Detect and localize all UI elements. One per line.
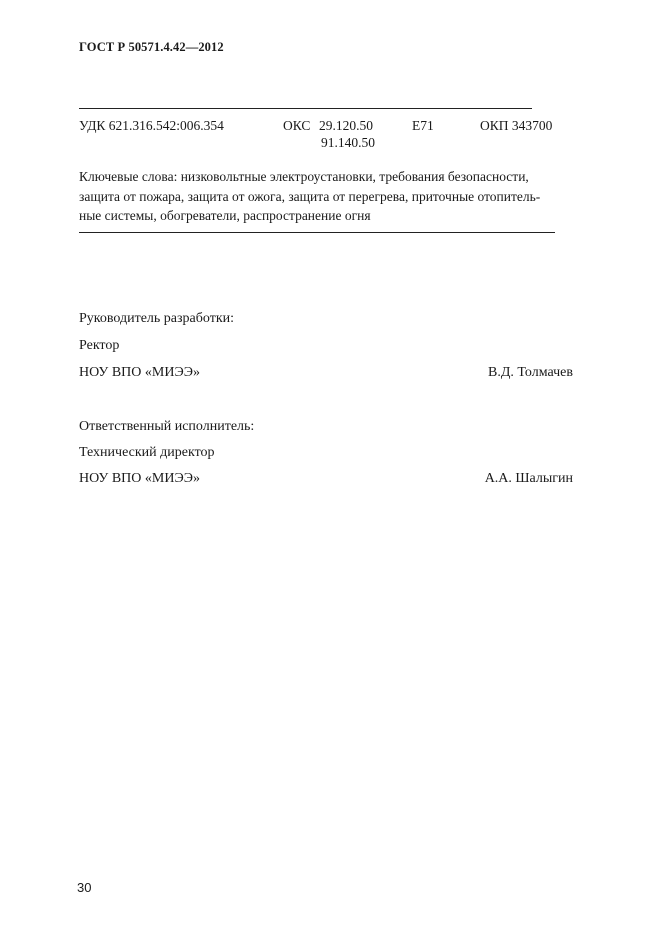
executor-heading: Ответственный исполнитель: — [79, 419, 255, 434]
e-code: Е71 — [412, 118, 434, 133]
developer-organization: НОУ ВПО «МИЭЭ» — [79, 365, 200, 380]
oks-label: ОКС — [283, 118, 311, 133]
oks-code-1: 29.120.50 — [319, 118, 373, 133]
executor-name: А.А. Шалыгин — [484, 471, 573, 486]
developer-position: Ректор — [79, 338, 120, 353]
keywords-line: защита от пожара, защита от ожога, защита от перегрева, приточные отопитель- — [79, 188, 541, 204]
udk-code: УДК 621.316.542:006.354 — [79, 118, 224, 133]
executor-organization: НОУ ВПО «МИЭЭ» — [79, 471, 200, 486]
developer-name: В.Д. Толмачев — [488, 365, 573, 380]
developer-heading: Руководитель разработки: — [79, 311, 235, 326]
bottom-divider — [79, 232, 555, 233]
keywords-line: ные системы, обогреватели, распространение огня — [79, 208, 371, 223]
document-header: ГОСТ Р 50571.4.42—2012 — [79, 40, 224, 54]
okp-code: ОКП 343700 — [480, 118, 553, 133]
executor-position: Технический директор — [79, 445, 215, 460]
top-divider — [79, 108, 532, 109]
oks-code-2: 91.140.50 — [321, 135, 375, 150]
page-number: 30 — [77, 880, 92, 895]
keywords-block — [79, 167, 579, 226]
keywords-line: Ключевые слова: низковольтные электроустановки, требования безопасности, — [79, 169, 529, 184]
